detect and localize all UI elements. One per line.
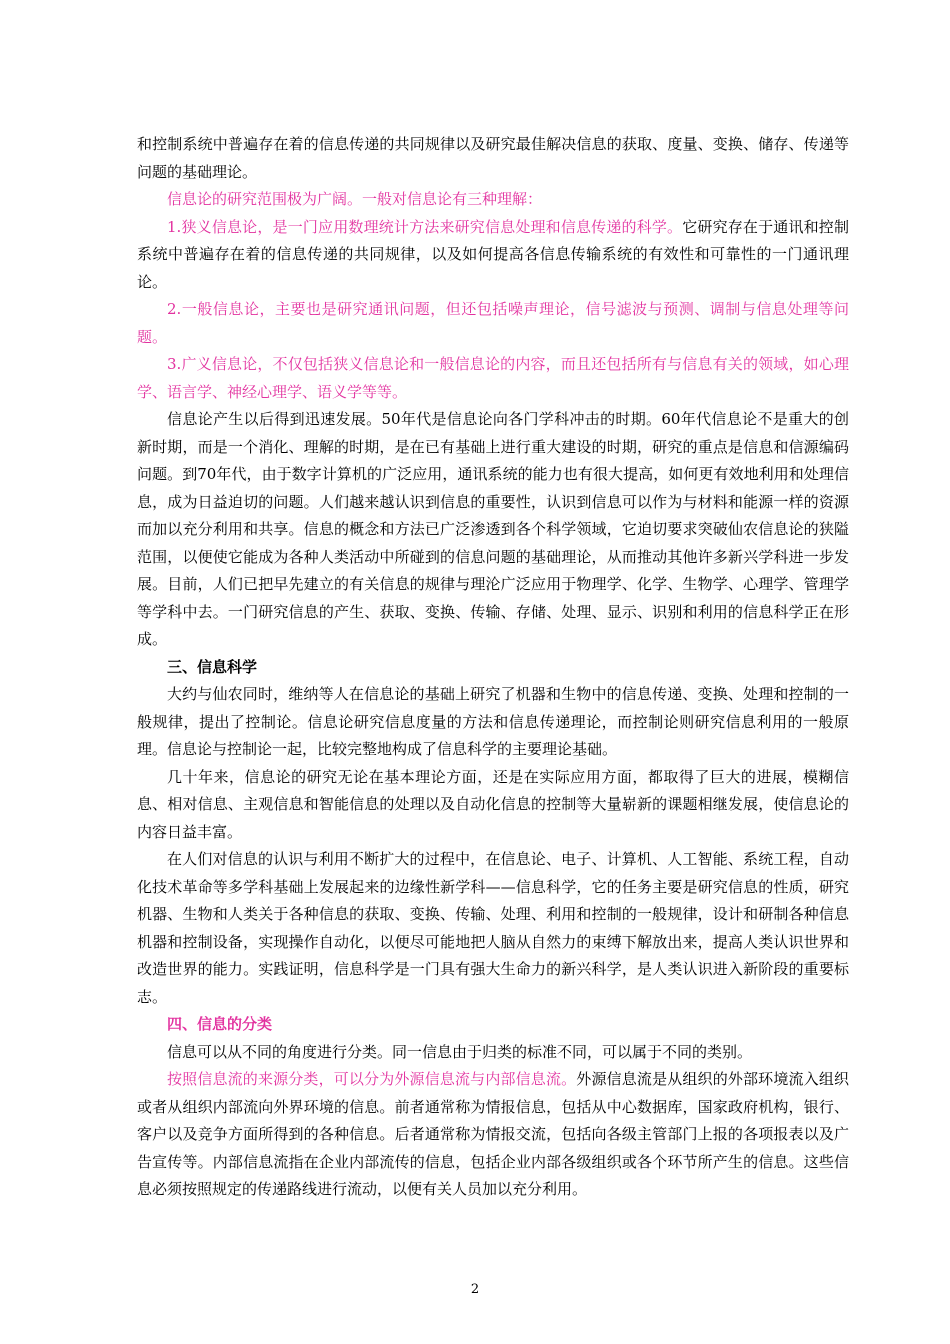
flow-source-highlight: 按照信息流的来源分类，可以分为外源信息流与内部信息流。 xyxy=(167,1070,577,1088)
paragraph-broad-theory: 3.广义信息论，不仅包括狭义信息论和一般信息论的内容，而且还包括所有与信息有关的领域，如心理学、语言学、神经心理学、语义学等等。 xyxy=(137,355,849,401)
section-heading-classification: 四、信息的分类 xyxy=(167,1015,273,1033)
paragraph-cybernetics: 大约与仙农同时，维纳等人在信息论的基础上研究了机器和生物中的信息传递、变换、处理和控制的一般规律，提出了控制论。信息论研究信息度量的方法和信息传递理论，而控制论则研究信息利用的一般原理。信息论与控制论一起，比较完整地构成了信息科学的主要理论基础。 xyxy=(137,685,849,758)
paragraph-information-science: 在人们对信息的认识与利用不断扩大的过程中，在信息论、电子、计算机、人工智能、系统工程，自动化技术革命等多学科基础上发展起来的边缘性新学科——信息科学，它的任务主要是研究信息的性质，研究机器、生物和人类关于各种信息的获取、变换、传输、处理、利用和控制的一般规律，设计和研制各种信息机器和控制设备，实现操作自动化，以便尽可能地把人脑从自然力的束缚下解放出来，提高人类认识世界和改造世界的能力。实践证明，信息科学是一门具有强大生命力的新兴科学，是人类认识进入新阶段的重要标志。 xyxy=(137,850,849,1006)
paragraph-general-theory: 2.一般信息论，主要也是研究通讯问题，但还包括噪声理论，信号滤波与预测、调制与信息处理等问题。 xyxy=(137,300,849,346)
narrow-theory-highlight: 1.狭义信息论，是一门应用数理统计方法来研究信息处理和信息传递的科学。 xyxy=(167,217,683,236)
paragraph-continuation: 和控制系统中普遍存在着的信息传递的共同规律以及研究最佳解决信息的获取、度量、变换、储存、传递等问题的基础理论。 xyxy=(137,135,849,181)
flow-source-rest: 外源信息流是从组织的外部环境流入组织或者从组织内部流向外界环境的信息。前者通常称为情报信息，包括从中心数据库，国家政府机构，银行、客户以及竞争方面所得到的各种信息。后者通常称为情报交流，包括向各级主管部门上报的各项报表以及广告宣传等。内部信息流指在企业内部流传的信息，包括企业内部各级组织或各个环节所产生的信息。这些信息必须按照规定的传递路线进行流动，以便有关人员加以充分利用。 xyxy=(137,1070,849,1198)
narrow-theory-rest: 它研究存在于通讯和控制系统中普遍存在着的信息传递的共同规律，以及如何提高各信息传输系统的有效性和可靠性的一门通讯理论。 xyxy=(137,217,849,291)
paragraph-scope-intro: 信息论的研究范围极为广阔。一般对信息论有三种理解： xyxy=(167,190,543,208)
page-number: 2 xyxy=(470,1282,480,1297)
paragraph-classification-intro: 信息可以从不同的角度进行分类。同一信息由于归类的标准不同，可以属于不同的类别。 xyxy=(167,1042,753,1061)
paragraph-narrow-theory xyxy=(137,214,849,297)
section-heading-information-science: 三、信息科学 xyxy=(167,657,258,676)
document-body xyxy=(137,131,849,1204)
paragraph-flow-source xyxy=(137,1066,849,1204)
paragraph-progress: 几十年来，信息论的研究无论在基本理论方面，还是在实际应用方面，都取得了巨大的进展，模糊信息、相对信息、主观信息和智能信息的处理以及自动化信息的控制等大量崭新的课题相继发展，使信息论的内容日益丰富。 xyxy=(137,767,849,841)
paragraph-development: 信息论产生以后得到迅速发展。50年代是信息论向各门学科冲击的时期。60年代信息论不是重大的创新时期，而是一个消化、理解的时期，是在已有基础上进行重大建设的时期，研究的重点是信息和信源编码问题。到70年代，由于数字计算机的广泛应用，通讯系统的能力也有很大提高，如何更有效地利用和处理信息，成为日益迫切的问题。人们越来越认识到信息的重要性，认识到信息可以作为与材料和能源一样的资源而加以充分利用和共享。信息的概念和方法已广泛渗透到各个科学领域，它迫切要求突破仙农信息论的狭隘范围，以便使它能成为各种人类活动中所碰到的信息问题的基础理论，从而推动其他许多新兴学科进一步发展。目前，人们已把早先建立的有关信息的规律与理沦广泛应用于物理学、化学、生物学、心理学、管理学等学科中去。一门研究信息的产生、获取、变换、传输、存储、处理、显示、识别和利用的信息科学正在形成。 xyxy=(137,410,849,648)
